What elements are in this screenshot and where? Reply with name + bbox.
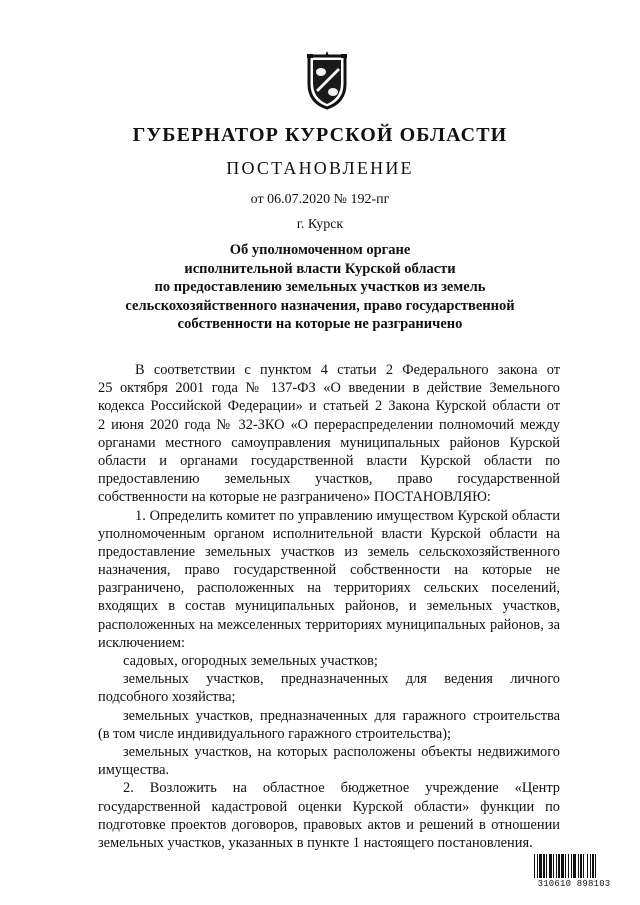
body-line: собственности на которые не разграничено» ПОСТАНОВЛЯЮ: xyxy=(98,489,491,506)
subject-line: исполнительной власти Курской области xyxy=(184,260,456,277)
body-line: области и органами государственной власти Курской области по xyxy=(98,452,560,469)
body-line: садовых, огородных земельных участков; xyxy=(123,653,378,669)
subject-line: сельскохозяйственного назначения, право государственной xyxy=(125,297,515,314)
body-line: органами местного самоуправления муниципальных районов Курской xyxy=(98,434,560,451)
governor-title: ГУБЕРНАТОР КУРСКОЙ ОБЛАСТИ xyxy=(132,124,508,146)
body-line: разграничено, расположенных на территориях сельских поселений, xyxy=(98,580,560,597)
body-line: предоставление земельных участков из земель сельскохозяйственного xyxy=(98,543,560,560)
body-line: исключением: xyxy=(98,634,185,651)
subject-line: Об уполномоченном органе xyxy=(229,242,411,258)
document-date-number: от 06.07.2020 № 192-пг xyxy=(250,192,390,207)
body-line: В соответствии с пунктом 4 статьи 2 Федерального закона от xyxy=(135,362,560,378)
subject-line: по предоставлению земельных участков из земель xyxy=(154,279,486,295)
document-subject xyxy=(0,241,640,334)
body-line: земельных участков, предназначенных для гаражного строительства xyxy=(123,707,560,724)
document-body xyxy=(98,361,560,852)
body-line: земельных участков, предназначенных для ведения личного xyxy=(123,671,560,688)
kursk-coat-of-arms-icon xyxy=(303,50,351,110)
body-line: расположенных на межселенных территориях муниципальных районов, за xyxy=(98,616,560,633)
body-line: государственной кадастровой оценки Курской области» функции по xyxy=(98,798,560,815)
subject-line: собственности на которые не разграничено xyxy=(177,316,463,332)
body-line: (в том числе индивидуального гаражного строительства); xyxy=(98,725,452,742)
body-line: 25 октября 2001 года № 137-ФЗ «О введении в действие Земельного xyxy=(98,380,560,397)
body-line: предоставлению земельных участков, право государственной xyxy=(98,471,560,488)
barcode-number: 310610 898103 xyxy=(533,878,615,890)
body-line: подсобного хозяйства; xyxy=(98,689,236,706)
document-type: ПОСТАНОВЛЕНИЕ xyxy=(226,158,414,178)
body-line: имущества. xyxy=(98,762,170,779)
body-line: входящих в состав муниципальных районов, и земельных участков, xyxy=(98,598,560,615)
body-line: 2. Возложить на областное бюджетное учреждение «Центр xyxy=(123,780,560,797)
body-line: земельных участков, на которых расположены объекты недвижимого xyxy=(123,743,560,760)
document-city: г. Курск xyxy=(296,217,344,232)
body-line: уполномоченным органом исполнительной власти Курской области на xyxy=(98,525,560,542)
body-line: подготовке проектов договоров, правовых актов и решений в отношении xyxy=(98,816,560,833)
body-line: назначения, право государственной собственности на которые не xyxy=(98,562,560,579)
body-line: земельных участков, указанных в пункте 1 настоящего постановления. xyxy=(98,834,533,851)
body-line: 1. Определить комитет по управлению имуществом Курской области xyxy=(135,507,560,524)
body-line: 2 июня 2020 года № 32-ЗКО «О перераспределении полномочий между xyxy=(98,416,560,433)
body-line: кодекса Российской Федерации» и статьей 2 Закона Курской области от xyxy=(98,398,560,415)
